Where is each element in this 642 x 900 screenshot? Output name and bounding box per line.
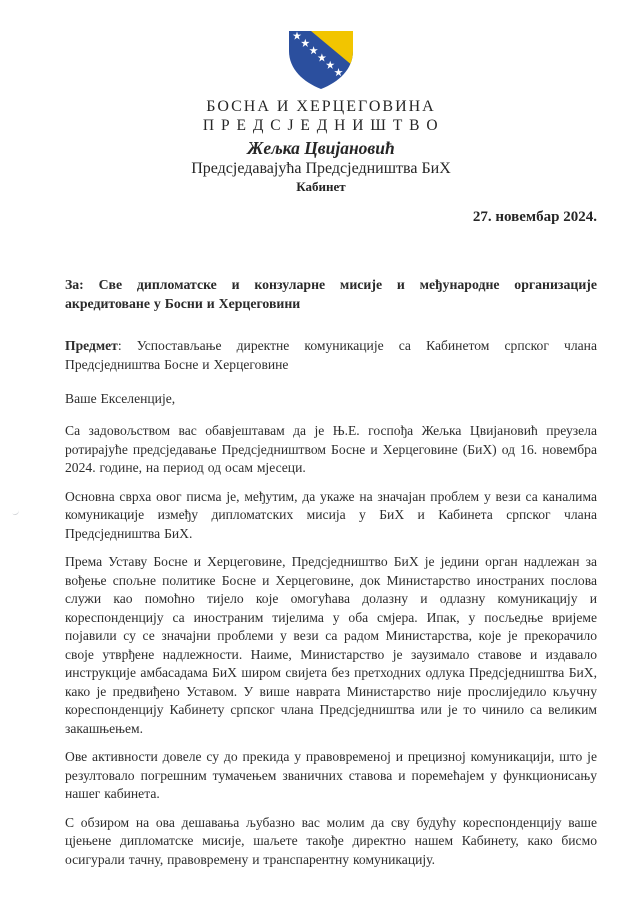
recipient-text: Све дипломатске и конзуларне мисије и међународне организације акредитоване у Босни и Херцеговини (65, 277, 597, 311)
letter-paragraph: С обзиром на ова дешавања љубазно вас молим да сву будућу кореспонденцију ваше цјењене дипломатске мисије, шаљете такође директно нашем Кабинету, како бисмо осигурали тачну, правовремену и транспарентну комуникацију. (65, 814, 597, 867)
official-name: Жељка Цвијановић (247, 138, 395, 158)
recipient-label: За: (65, 277, 84, 292)
scan-artifact-mark (11, 507, 19, 515)
salutation: Ваше Екселенције, (65, 391, 176, 406)
subject-label: Предмет (65, 338, 118, 353)
letter-body (65, 208, 597, 869)
bih-coat-of-arms-icon (285, 27, 357, 91)
subject-block (65, 337, 597, 374)
date-line: 27. новембар 2024. (472, 209, 597, 225)
institution-name: П Р Е Д С Ј Е Д Н И Ш Т В О (202, 117, 440, 134)
office-label: Кабинет (296, 179, 346, 194)
letter-paragraph: Са задовољством вас обавјештавам да је Њ.Е. госпођа Жељка Цвијановић преузела ротирајуће предсједавање Предсједништвом Босне и Херцеговине (БиХ) од 16. новембра 2024. године, на период од осам мјесеци. (65, 423, 597, 476)
recipient-block (65, 276, 597, 313)
letter-paragraph: Основна сврха овог писма је, међутим, да укаже на значајан проблем у вези са каналима комуникације између дипломатских мисија у БиХ и Кабинета српског члана Предсједништва БиХ. (65, 488, 597, 541)
letter-paragraph: Према Уставу Босне и Херцеговине, Предсједништво БиХ је једини орган надлежан за вођење спољне политике Босне и Херцеговине, док Министарство иностраних послова служи као помоћно тијело које омогућава долазну и одлазну комуникацију и кореспонденцију са иностраним тијелима у оба смјера. Ипак, у посљедње вријеме појавили су се значајни проблеми у вези са радом Министарства, које је прекорачило своје утврђене надлежности. Наиме, Министарство је заузимало ставове и издавало инструкције амбасадама БиХ широм свијета без претходних одлука Предсједништва БиХ, како је предвиђено Уставом. У више наврата Министарство није прослиједило кључну кореспонденцију Кабинету српског члана Предсједништва или је то чинило са великим закашњењем. (65, 554, 597, 736)
official-title: Предсједавајућа Предсједништва БиХ (191, 160, 451, 177)
country-name: БОСНА И ХЕРЦЕГОВИНА (206, 98, 436, 115)
subject-text: : Успостављање директне комуникације са Кабинетом српског члана Предсједништва Босне и Херцеговине (65, 338, 597, 372)
letter-paragraph: Ове активности довеле су до прекида у правовременој и прецизној комуникацији, што је резултовало погрешним тумачењем званичних ставова и поремећајем у функционисању нашег кабинета. (65, 749, 597, 802)
letterhead (0, 0, 642, 195)
